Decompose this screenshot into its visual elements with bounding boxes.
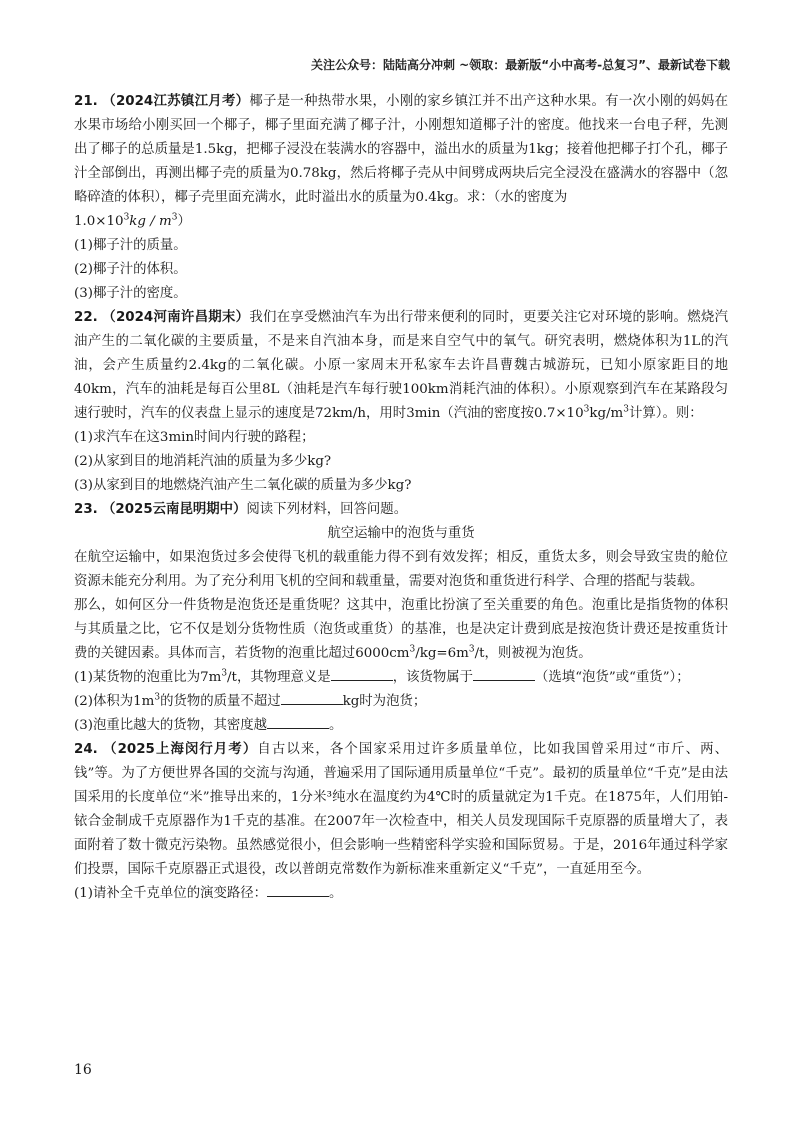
sub-question: (1)求汽车在这3min时间内行驶的路程； <box>74 430 315 445</box>
article-title: 航空运输中的泡货与重货 <box>327 526 475 541</box>
text-fragment: 的货物的质量不超过 <box>160 694 281 709</box>
question-text: 自古以来，各个国家采用过许多质量单位，比如我国曾采用过“市斤、两、钱”等。为了方便世界各国的交流与沟通，普遍采用了国际通用质量单位“千克”。最初的质量单位“千克”是由法国采用的长度单位“米”推导出来的，1分米³纯水在温度约为4℃时的质量就定为1千克。在1875年，人们用铂-铱合金制成千克原器作为1千克的基准。在2007年一次检查中，相关人员发现国际千克原器的质量增大了，表面附着了数十微克污染物。虽然感觉很小，但会影响一些精密科学实验和国际贸易。于是，2016年通过科学家们投票，国际千克原器正式退役，改以普朗克常数作为新标准来重新定义“千克”，一直延用至今。 <box>74 742 728 877</box>
text-fragment: (2)体积为1m <box>74 694 155 709</box>
sub-question: (1)椰子汁的质量。 <box>74 238 187 253</box>
superscript: 3 <box>468 644 475 655</box>
text-fragment: /t，其物理意义是 <box>227 670 331 685</box>
answer-blank[interactable] <box>267 882 329 897</box>
sub-question <box>74 690 728 714</box>
sub-question <box>74 666 728 690</box>
superscript: 3 <box>221 668 228 679</box>
sub-question: (2)从家到目的地消耗汽油的质量为多少kg? <box>74 454 332 469</box>
sub-question: (2)椰子汁的体积。 <box>74 262 187 277</box>
question-21 <box>74 90 728 210</box>
text-fragment: 。 <box>329 718 343 733</box>
question-number: 23. <box>74 502 98 517</box>
superscript: 3 <box>583 404 590 415</box>
question-number: 22. <box>74 310 98 325</box>
question-number: 24. <box>74 742 98 757</box>
page-number: 16 <box>74 1062 92 1078</box>
question-text: 椰子是一种热带水果，小刚的家乡镇江并不出产这种水果。有一次小刚的妈妈在水果市场给小刚买回一个椰子，椰子里面充满了椰子汁，小刚想知道椰子汁的密度。他找来一台电子秤，先测出了椰子的总质量是1.5kg，把椰子浸没在装满水的容器中，溢出水的质量为1kg；接着他把椰子打个孔，椰子汁全部倒出，再测出椰子壳的质量为0.78kg，然后将椰子壳从中间劈成两块后完全浸没在盛满水的容器中（忽略碎渣的体积），椰子壳里面充满水，此时溢出水的质量为0.4kg。求：（水的密度为 <box>74 94 728 205</box>
text-fragment: (3)泡重比越大的货物，其密度越 <box>74 718 268 733</box>
sub-question: (3)椰子汁的密度。 <box>74 286 187 301</box>
superscript: 3 <box>171 212 178 223</box>
text-fragment: ，该货物属于 <box>392 670 474 685</box>
question-source: （2025云南昆明期中） <box>102 502 247 517</box>
question-text: 阅读下列材料，回答问题。 <box>246 502 408 517</box>
question-number: 21. <box>74 94 98 109</box>
text-fragment: 。 <box>329 886 343 901</box>
question-23 <box>74 498 728 522</box>
page-header: 关注公众号：陆陆高分冲刺 ~领取：最新版“小中高考-总复习”、最新试卷下载 <box>311 58 730 72</box>
text-fragment: kg / m <box>129 214 172 229</box>
text-fragment: (1)某货物的泡重比为7m <box>74 670 222 685</box>
question-24 <box>74 738 728 882</box>
text-fragment: 那么，如何区分一件货物是泡货还是重货呢？这其中，泡重比扮演了至关重要的角色。泡重比是指货物的体积与其质量之比，它不仅是划分货物性质（泡货或重货）的基准，也是决定计费到底是按泡货计费还是按重货计费的关键因素。具体而言，若货物的泡重比超过6000cm <box>74 598 728 661</box>
answer-blank[interactable] <box>331 666 393 681</box>
text-fragment: (1)请补全千克单位的演变路径： <box>74 886 268 901</box>
article-paragraph <box>74 594 728 666</box>
text-fragment: （选填“泡货”或“重货”）； <box>535 670 690 685</box>
question-source: （2025上海闵行月考） <box>103 742 258 757</box>
text-fragment: /kg=6m <box>415 646 469 661</box>
question-source: （2024河南许昌期末） <box>102 310 250 325</box>
question-22 <box>74 306 728 426</box>
answer-blank[interactable] <box>281 690 343 705</box>
superscript: 3 <box>409 644 416 655</box>
text-fragment: kg时为泡货； <box>342 694 427 709</box>
text-fragment: /t，则被视为泡货。 <box>474 646 592 661</box>
superscript: 3 <box>123 212 130 223</box>
sub-question <box>74 882 728 906</box>
sub-question: (3)从家到目的地燃烧汽油产生二氧化碳的质量为多少kg? <box>74 478 412 493</box>
question-text-cont <box>74 210 728 234</box>
answer-blank[interactable] <box>473 666 535 681</box>
superscript: 3 <box>623 404 629 415</box>
text-fragment: 1.0×10 <box>74 214 124 229</box>
page-content <box>74 90 728 906</box>
question-source: （2024江苏镇江月考） <box>102 94 250 109</box>
sub-question <box>74 714 728 738</box>
text-fragment: kg/m <box>589 406 624 421</box>
answer-blank[interactable] <box>267 714 329 729</box>
question-text: 我们在享受燃油汽车为出行带来便利的同时，更要关注它对环境的影响。燃烧汽油产生的二氧化碳的主要质量，不是来自汽油本身，而是来自空气中的氧气。研究表明，燃烧体积为1L的汽油，会产生质量约2.4kg的二氧化碳。小原一家周末开私家车去许昌曹魏古城游玩，已知小原家距目的地40km，汽车的油耗是每百公里8L（油耗是汽车每行驶100km消耗汽油的体积）。小原观察到汽车在某路段匀速行驶时，汽车的仪表盘上显示的速度是72km/h，用时3min（汽油的密度按0.7×10 <box>74 310 728 421</box>
text-fragment: 计算）。则： <box>628 406 703 421</box>
superscript: 3 <box>154 692 161 703</box>
text-fragment: ） <box>177 214 191 229</box>
article-paragraph: 在航空运输中，如果泡货过多会使得飞机的载重能力得不到有效发挥；相反，重货太多，则会导致宝贵的舱位资源未能充分利用。为了充分利用飞机的空间和载重量，需要对泡货和重货进行科学、合理的搭配与装载。 <box>74 550 728 589</box>
